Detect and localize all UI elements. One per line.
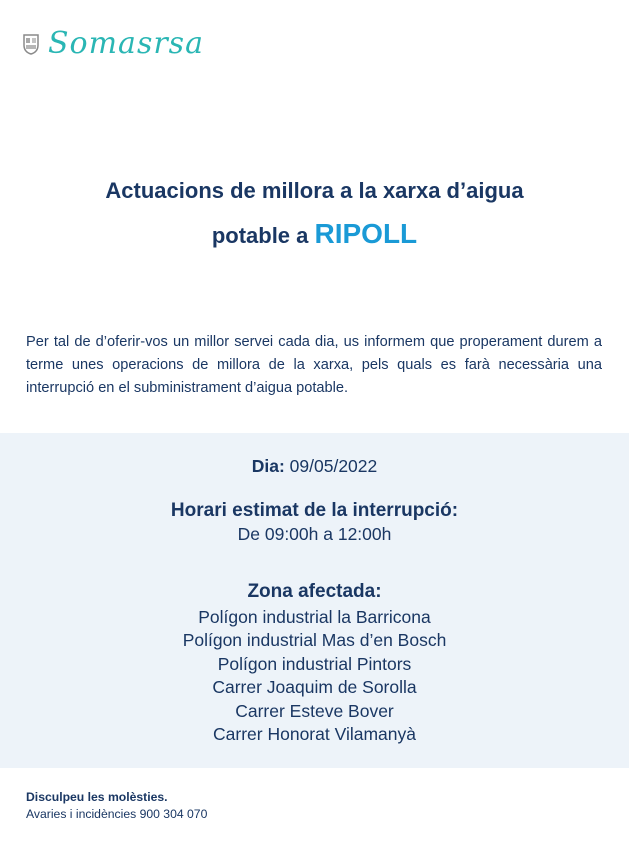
town-name: RIPOLL [314,218,418,249]
zone-item: Polígon industrial Pintors [217,653,412,674]
apology-text: Disculpeu les molèsties. [26,790,168,804]
zone-label: Zona afectada: [247,581,382,602]
brand-logo-text: Somasrsa [48,26,204,61]
schedule-value: De 09:00h a 12:00h [237,524,392,544]
notice-title [0,171,629,257]
footer [26,789,207,823]
schedule-label: Horari estimat de la interrupció: [170,500,459,521]
intro-paragraph: Per tal de d’oferir-vos un millor servei cada dia, us informem que properament durem a terme unes operacions de millora de la xarxa, pels quals es farà necessària una interrupció en el subministrament d’aigua potable. [26,333,602,396]
brand-header [22,24,204,64]
date-row [0,455,629,478]
zone-item: Carrer Honorat Vilamanyà [213,724,416,745]
municipal-shield-icon [22,33,40,55]
zone-item: Polígon industrial Mas d’en Bosch [182,630,447,651]
zone-item: Carrer Joaquim de Sorolla [212,677,417,698]
title-line-1: Actuacions de millora a la xarxa d’aigua [105,178,524,203]
title-line-2-prefix: potable a [211,223,315,248]
date-value: 09/05/2022 [284,456,378,476]
affected-zone-list [0,606,629,746]
zone-item: Polígon industrial la Barricona [198,607,431,627]
zone-item: Carrer Esteve Bover [235,700,394,721]
title-line-2 [0,211,629,257]
contact-info: Avaries i incidències 900 304 070 [26,807,208,821]
date-label: Dia: [251,456,285,476]
